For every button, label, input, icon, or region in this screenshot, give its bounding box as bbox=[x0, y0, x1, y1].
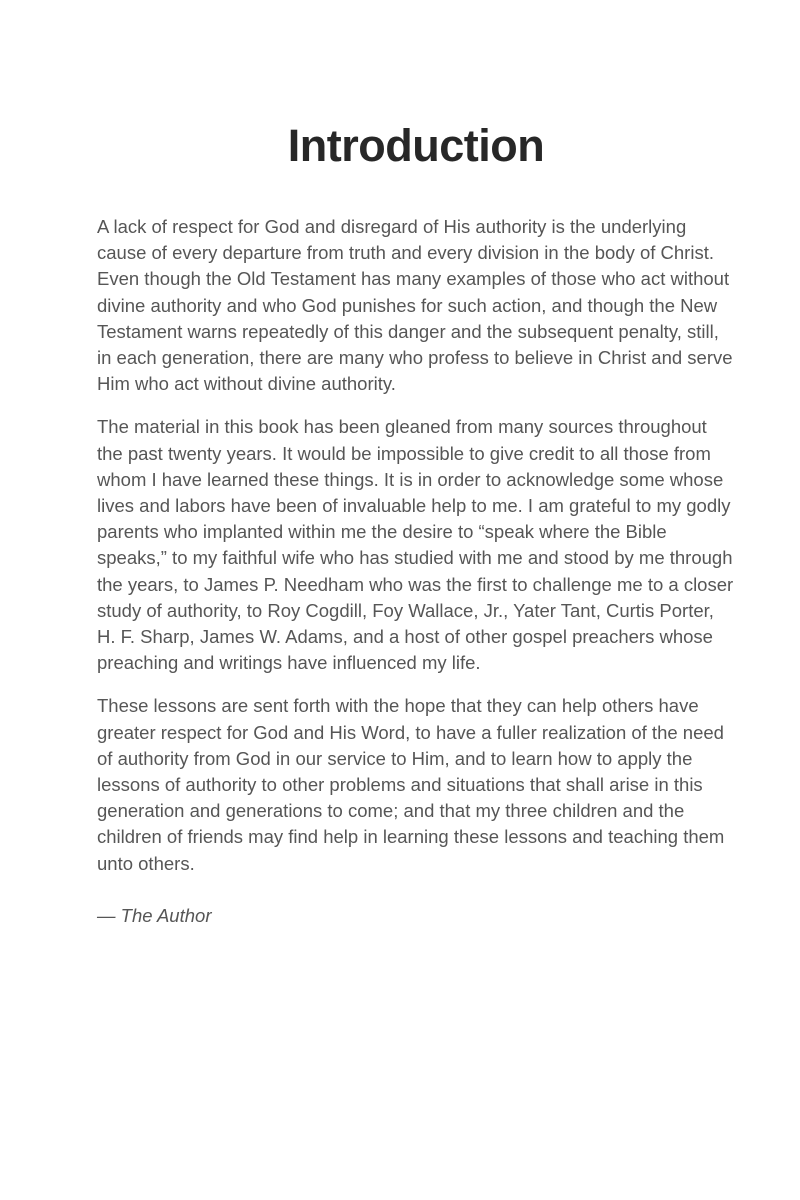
page-title: Introduction bbox=[287, 120, 545, 171]
paragraph: These lessons are sent forth with the hope that they can help others have greater respect for God and His Word, to have a fuller realization of the need of authority from God in our service to Him, and to learn how to apply the lessons of authority to other problems and situations that shall arise in this generation and generations to come; and that my three children and the children of friends may find help in learning these lessons and teaching them unto others. bbox=[97, 695, 725, 874]
author-attribution: — The Author bbox=[97, 904, 212, 926]
document-content bbox=[97, 118, 735, 929]
paragraph: A lack of respect for God and disregard of His authority is the underlying cause of every departure from truth and every division in the body of Christ. Even though the Old Testament has many examples of those who act without divine authority and who God punishes for such action, and though the New Testament warns repeatedly of this danger and the subsequent penalty, still, in each generation, there are many who profess to believe in Christ and serve Him who act without divine authority. bbox=[97, 216, 733, 395]
paragraph: The material in this book has been gleaned from many sources throughout the past twenty years. It would be impossible to give credit to all those from whom I have learned these things. It is in order to acknowledge some whose lives and labors have been of invaluable help to me. I am grateful to my godly parents who implanted within me the desire to “speak where the Bible speaks,” to my faithful wife who has studied with me and stood by me through the years, to James P. Needham who was the first to challenge me to a closer study of authority, to Roy Cogdill, Foy Wallace, Jr., Yater Tant, Curtis Porter, H. F. Sharp, James W. Adams, and a host of other gospel preachers whose preaching and writings have influenced my life. bbox=[97, 416, 734, 674]
